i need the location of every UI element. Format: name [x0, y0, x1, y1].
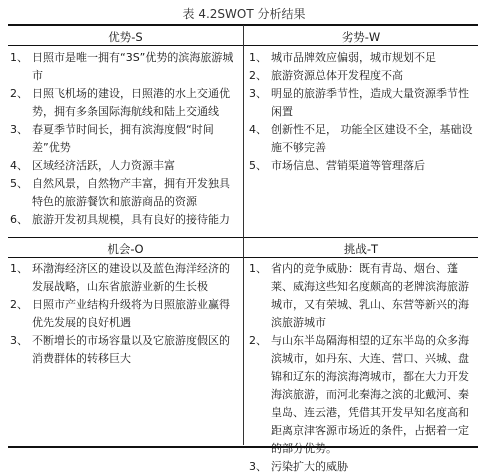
- header-weaknesses: 劣势-W: [341, 30, 381, 44]
- list-item: 3、 春夏季节时间长，拥有滨海度假“时间差”优势: [10, 123, 214, 154]
- list-item: 3、 污染扩大的威胁: [249, 460, 348, 473]
- column-divider: [243, 25, 244, 445]
- list-item: 2、 日照市产业结构升级将为日照旅游业赢得优先发展的良好机遇: [10, 298, 230, 329]
- header-opportunities: 机会-O: [107, 242, 144, 256]
- list-item: 1、 城市品牌效应偏弱，城市规划不足: [249, 51, 436, 64]
- list-item: 1、 省内的竞争威胁：既有青岛、烟台、蓬莱、威海这些知名度颇高的老牌滨海旅游城市，又有荣城、乳山、东营等新兴的海滨旅游城市: [249, 262, 469, 329]
- list-item: 4、 创新性不足， 功能全区建设不全，基础设施不够完善: [249, 123, 473, 154]
- list-item: 2、 旅游资源总体开发程度不高: [249, 69, 403, 82]
- list-item: 2、 与山东半岛隔海相望的辽东半岛的众多海滨城市，如丹东、大连、营口、兴城、盘锦和辽东的海滨海湾城市，都在大力开发海滨旅游，而河北秦海之滨的北戴河、秦皇岛、连云港，凭借其开发早知名度高和距离京津客源市场近的条件，占据着一定的部分优势。: [249, 334, 469, 455]
- threats-list: [247, 260, 478, 476]
- list-item: 1、 环渤海经济区的建设以及蓝色海洋经济的发展战略，山东省旅游业新的生长极: [10, 262, 230, 293]
- list-item: 6、 旅游开发初具规模，具有良好的接待能力: [10, 213, 230, 226]
- list-item: 5、 自然风景，自然物产丰富，拥有开发独具特色的旅游餐饮和旅游商品的资源: [10, 177, 230, 208]
- header-threats: 挑战-T: [343, 242, 379, 256]
- header-strengths: 优势-S: [108, 30, 143, 44]
- list-item: 3、 明显的旅游季节性，造成大量资源季节性闲置: [249, 87, 469, 118]
- strengths-list: [8, 49, 240, 229]
- list-item: 3、 不断增长的市场容量以及它旅游度假区的消费群体的转移巨大: [10, 334, 230, 365]
- list-item: 5、 市场信息、营销渠道等管理落后: [249, 159, 425, 172]
- list-item: 4、 区域经济活跃，人力资源丰富: [10, 159, 175, 172]
- list-item: 2、 日照飞机场的建设，日照港的水上交通优势，拥有多条国际海航线和陆上交通线: [10, 87, 230, 118]
- list-item: 1、 日照市是唯一拥有“3S”优势的滨海旅游城市: [10, 51, 234, 82]
- weaknesses-list: [247, 49, 478, 175]
- opportunities-list: [8, 260, 240, 368]
- table-caption: 表 4.2SWOT 分析结果: [182, 7, 306, 21]
